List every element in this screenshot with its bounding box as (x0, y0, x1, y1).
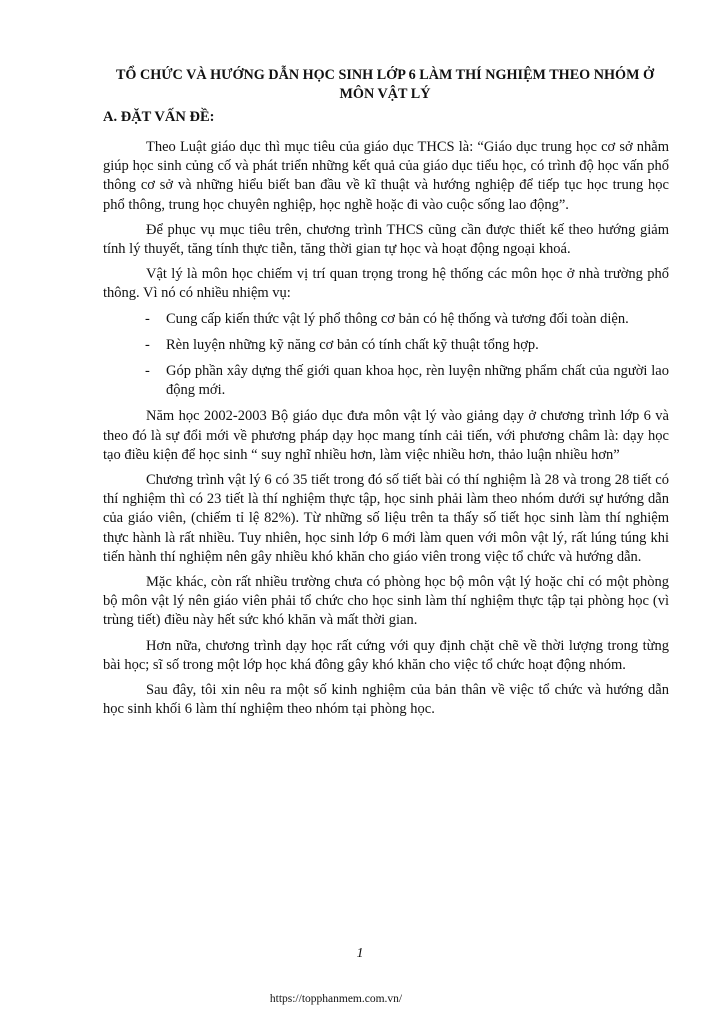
paragraph: Năm học 2002-2003 Bộ giáo dục đưa môn vật lý vào giảng dạy ở chương trình lớp 6 và theo đó là sự đổi mới về phương pháp dạy học mang tính cải tiến, với phương châm là: dạy học tạo điều kiện để học sinh “ suy nghĩ nhiều hơn, làm việc nhiều hơn, thảo luận nhiều hơn” (103, 408, 669, 463)
bullet-item (103, 310, 669, 329)
paragraph: Mặc khác, còn rất nhiều trường chưa có phòng học bộ môn vật lý hoặc chỉ có một phòng bộ môn vật lý nên giáo viên phải tổ chức cho học sinh làm thí nghiệm thực tập tại phòng học (vì trùng tiết) điều này hết sức khó khăn và mất thời gian. (103, 574, 669, 629)
bullet-text: Cung cấp kiến thức vật lý phổ thông cơ bản có hệ thống và tương đối toàn diện. (166, 310, 629, 327)
document-title: TỔ CHỨC VÀ HƯỚNG DẪN HỌC SINH LỚP 6 LÀM THÍ NGHIỆM THEO NHÓM Ở MÔN VẬT LÝ (115, 67, 655, 102)
paragraph: Để phục vụ mục tiêu trên, chương trình THCS cũng cần được thiết kế theo hướng giảm tính lý thuyết, tăng tính thực tiễn, tăng thời gian tự học và hoạt động ngoại khoá. (103, 221, 669, 258)
bullet-dash: - (145, 336, 150, 353)
bullet-dash: - (145, 363, 150, 380)
footer-url: https://topphanmem.com.vn/ (269, 993, 403, 1005)
page-number: 1 (356, 946, 364, 961)
bullet-text: Rèn luyện những kỹ năng cơ bản có tính chất kỹ thuật tổng hợp. (166, 336, 539, 353)
bullet-text: Góp phần xây dựng thế giới quan khoa học, rèn luyện những phẩm chất của người lao động mới. (166, 363, 669, 399)
paragraph: Sau đây, tôi xin nêu ra một số kinh nghiệm của bản thân về việc tổ chức và hướng dẫn học sinh khối 6 làm thí nghiệm theo nhóm tại phòng học. (103, 682, 669, 718)
paragraph: Hơn nữa, chương trình dạy học rất cứng với quy định chặt chẽ về thời lượng trong từng bài học; sĩ số trong một lớp học khá đông gây khó khăn cho việc tổ chức hoạt động nhóm. (103, 637, 669, 673)
section-heading: A. ĐẶT VẤN ĐỀ: (103, 109, 215, 125)
bullet-item (103, 336, 669, 355)
bullet-dash: - (145, 310, 150, 327)
bullet-list (103, 310, 669, 401)
paragraph: Vật lý là môn học chiếm vị trí quan trọng trong hệ thống các môn học ở nhà trường phổ thông. Vì nó có nhiều nhiệm vụ: (103, 266, 669, 302)
bullet-item (103, 362, 669, 400)
paragraph: Theo Luật giáo dục thì mục tiêu của giáo dục THCS là: “Giáo dục trung học cơ sở nhằm giúp học sinh củng cố và phát triển những kết quả của giáo dục tiểu học, có trình độ học vấn phổ thông cơ sở và những hiểu biết ban đầu về kĩ thuật và hướng nghiệp để tiếp tục học trung học phổ thông, trung học chuyên nghiệp, học nghề hoặc đi vào cuộc sống lao động”. (103, 139, 669, 213)
paragraph: Chương trình vật lý 6 có 35 tiết trong đó số tiết bài có thí nghiệm là 28 và trong 28 tiết có thí nghiệm thì có 23 tiết là thí nghiệm thực tập, học sinh phải làm theo nhóm dưới sự hướng dẫn của giáo viên, (chiếm tỉ lệ 82%). Từ những số liệu trên ta thấy số tiết học sinh làm thí nghiệm thực hành là rất nhiều. Tuy nhiên, học sinh lớp 6 mới làm quen với môn vật lý, rất lúng túng khi tiến hành thí nghiệm nên gây nhiều khó khăn cho giáo viên trong việc tổ chức và hướng dẫn. (103, 472, 669, 565)
document-body (103, 138, 669, 725)
